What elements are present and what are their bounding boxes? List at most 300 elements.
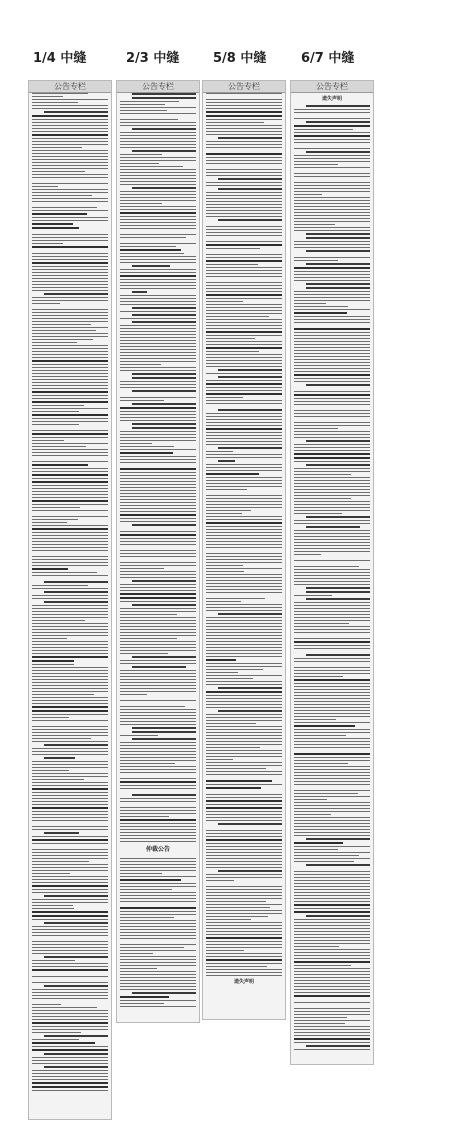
text-line <box>120 234 196 235</box>
text-line <box>32 494 108 495</box>
text-line <box>206 541 282 542</box>
text-line <box>294 1008 370 1009</box>
text-line <box>206 867 282 868</box>
text-line <box>32 694 94 695</box>
text-line <box>32 485 108 486</box>
text-line <box>206 201 282 202</box>
text-line <box>120 343 196 344</box>
text-line <box>206 435 282 436</box>
text-line <box>32 562 108 563</box>
text-line <box>120 411 196 412</box>
text-line <box>206 950 244 951</box>
text-line <box>206 387 282 388</box>
text-line <box>32 929 108 930</box>
text-line <box>120 879 181 881</box>
text-line <box>206 307 282 308</box>
text-line <box>206 504 282 505</box>
text-line <box>32 275 108 276</box>
text-line <box>306 526 360 528</box>
text-line <box>32 598 108 599</box>
text-line <box>120 481 196 482</box>
text-line <box>120 715 196 716</box>
text-line <box>206 910 282 911</box>
text-line <box>120 301 196 302</box>
text-line <box>32 1026 108 1027</box>
text-line <box>32 720 108 721</box>
text-line <box>120 262 196 263</box>
text-line <box>32 336 108 337</box>
text-line <box>120 709 196 710</box>
text-line <box>206 707 282 708</box>
text-line <box>120 748 196 749</box>
text-line <box>120 417 196 418</box>
text-line <box>206 874 282 875</box>
text-line <box>218 710 282 712</box>
text-line <box>120 611 196 612</box>
text-line <box>294 158 370 159</box>
text-line <box>120 337 196 338</box>
text-line <box>120 914 196 915</box>
text-line <box>120 590 196 591</box>
text-line <box>32 414 108 416</box>
text-line <box>206 735 282 736</box>
text-line <box>218 687 282 689</box>
text-line <box>294 617 370 618</box>
text-line <box>32 312 108 313</box>
text-line <box>206 498 282 499</box>
text-line <box>294 943 370 944</box>
text-line <box>294 874 370 875</box>
text-line <box>32 899 108 900</box>
text-line <box>32 174 108 175</box>
text-line <box>206 432 282 433</box>
text-line <box>120 861 196 862</box>
text-line <box>120 798 196 799</box>
text-line <box>32 982 108 983</box>
text-line <box>32 309 108 310</box>
text-line <box>206 723 256 724</box>
text-line <box>206 319 282 320</box>
text-line <box>120 541 196 542</box>
text-line <box>32 804 108 805</box>
text-line <box>120 996 169 998</box>
text-line <box>120 587 196 588</box>
text-line <box>206 93 282 94</box>
text-line <box>120 968 157 969</box>
text-line <box>32 889 108 890</box>
text-line <box>120 923 196 924</box>
text-line <box>206 144 282 145</box>
text-line <box>206 765 282 766</box>
text-line <box>294 125 370 127</box>
text-line <box>294 109 370 110</box>
text-line <box>206 185 282 186</box>
text-line <box>32 779 84 780</box>
text-line <box>294 846 370 847</box>
text-line <box>294 1038 370 1040</box>
text-line <box>206 131 282 132</box>
text-line <box>206 182 282 183</box>
text-line <box>206 204 282 205</box>
text-line <box>294 722 370 723</box>
text-line <box>120 584 196 585</box>
text-line <box>132 93 196 95</box>
text-line <box>32 348 108 349</box>
text-line <box>120 673 196 674</box>
text-line <box>206 538 282 539</box>
text-line <box>206 397 243 398</box>
text-line <box>120 819 196 821</box>
text-line <box>120 397 196 398</box>
text-line <box>206 644 282 645</box>
text-line <box>294 645 370 646</box>
text-line <box>32 1057 108 1058</box>
text-line <box>120 889 172 890</box>
text-line <box>206 366 282 367</box>
text-line <box>294 829 370 830</box>
text-line <box>120 496 196 497</box>
text-line <box>32 1029 108 1030</box>
text-line <box>32 867 108 868</box>
text-line <box>294 849 338 850</box>
text-line <box>120 670 196 671</box>
text-line <box>206 843 282 844</box>
text-line <box>294 215 370 216</box>
text-line <box>32 1070 108 1071</box>
text-line <box>32 430 108 431</box>
text-line <box>294 670 370 671</box>
text-line <box>294 931 370 932</box>
notice-column-1-4 <box>28 80 112 1120</box>
text-line <box>206 592 282 593</box>
text-line <box>120 781 196 783</box>
text-line <box>294 164 338 165</box>
text-line <box>32 195 92 196</box>
text-line <box>120 367 196 368</box>
text-line <box>32 608 108 609</box>
text-line <box>32 741 108 742</box>
text-line <box>32 287 108 288</box>
text-line <box>294 679 370 681</box>
text-line <box>294 267 370 269</box>
text-line <box>120 518 196 519</box>
text-line <box>32 1049 108 1051</box>
text-line <box>32 826 108 827</box>
text-line <box>32 726 108 727</box>
text-line <box>120 641 196 642</box>
text-line <box>294 889 370 890</box>
text-line <box>32 360 108 362</box>
text-line <box>206 198 282 199</box>
text-line <box>206 691 282 693</box>
text-line <box>206 814 282 815</box>
text-line <box>120 191 196 192</box>
text-line <box>294 474 351 475</box>
text-line <box>32 703 108 704</box>
text-line <box>32 544 108 545</box>
text-line <box>32 950 108 951</box>
text-line <box>294 545 370 546</box>
text-line <box>206 669 263 670</box>
text-line <box>120 172 196 173</box>
text-line <box>294 741 370 742</box>
text-line <box>32 256 108 257</box>
text-line <box>294 980 370 981</box>
text-line <box>32 278 108 279</box>
text-line <box>32 855 108 856</box>
text-line <box>294 793 358 794</box>
text-line <box>32 354 108 355</box>
text-line <box>44 581 108 583</box>
text-line <box>132 265 170 267</box>
text-line <box>206 419 282 420</box>
text-line <box>294 306 348 307</box>
text-line <box>294 291 370 292</box>
text-line <box>32 198 108 199</box>
text-line <box>206 489 247 490</box>
text-line <box>32 788 108 790</box>
text-line <box>120 484 196 485</box>
text-line <box>294 995 370 997</box>
text-line <box>294 710 370 711</box>
text-line <box>294 365 370 366</box>
text-line <box>32 234 108 235</box>
text-line <box>206 480 282 481</box>
text-line <box>32 588 108 589</box>
text-line <box>32 811 108 812</box>
text-line <box>294 495 370 496</box>
text-line <box>206 895 282 896</box>
text-line <box>294 378 370 379</box>
text-line <box>32 892 108 893</box>
text-line <box>132 314 196 316</box>
text-line <box>306 121 370 123</box>
text-line <box>206 147 282 148</box>
text-line <box>294 757 370 758</box>
text-line <box>206 641 282 642</box>
text-line <box>32 186 58 187</box>
text-line <box>120 962 196 963</box>
text-line <box>294 453 370 455</box>
text-line <box>306 838 370 840</box>
text-line <box>294 1002 370 1003</box>
text-line <box>294 224 335 225</box>
text-line <box>120 502 196 503</box>
text-line <box>294 316 370 317</box>
text-line <box>206 562 282 563</box>
text-line <box>32 138 108 139</box>
text-line <box>120 935 196 936</box>
text-line <box>120 626 196 627</box>
text-line <box>206 513 242 514</box>
text-line <box>294 952 370 953</box>
text-line <box>206 947 282 948</box>
text-line <box>120 358 196 359</box>
text-line <box>32 902 108 903</box>
text-line <box>294 444 370 445</box>
text-line <box>120 635 196 636</box>
text-line <box>32 565 108 566</box>
text-line <box>206 956 282 957</box>
text-line <box>120 801 196 802</box>
text-line <box>294 763 348 764</box>
text-line <box>120 721 196 722</box>
text-line <box>206 226 282 227</box>
text-line <box>206 477 282 478</box>
text-line <box>120 947 184 948</box>
text-line <box>206 787 261 789</box>
notice-column-2-3 <box>116 80 200 1023</box>
text-line <box>32 792 108 793</box>
text-line <box>294 560 370 561</box>
text-line <box>206 738 282 739</box>
text-line <box>32 452 108 453</box>
text-line <box>294 977 370 978</box>
text-line <box>294 437 370 438</box>
text-line <box>120 788 196 789</box>
text-line <box>206 839 282 841</box>
text-line <box>294 683 370 684</box>
text-line <box>120 623 196 624</box>
text-line <box>132 307 196 309</box>
text-line <box>206 322 282 323</box>
text-line <box>294 842 343 844</box>
text-line <box>206 836 282 837</box>
text-line <box>120 288 196 289</box>
text-line <box>206 108 282 109</box>
text-line <box>206 457 282 458</box>
text-line <box>32 664 74 665</box>
text-line <box>32 474 108 476</box>
text-line <box>32 1060 108 1061</box>
text-line <box>206 937 282 939</box>
text-line <box>306 283 370 285</box>
text-line <box>294 347 370 348</box>
text-line <box>206 830 282 831</box>
column-label-1-4: 1/4 中缝 <box>33 51 87 66</box>
text-line <box>120 870 196 871</box>
text-line <box>32 572 97 573</box>
text-line <box>32 876 108 877</box>
text-line <box>294 350 370 351</box>
text-line <box>32 1046 108 1047</box>
text-line <box>32 507 80 508</box>
text-line <box>294 398 370 399</box>
text-line <box>294 629 370 630</box>
text-line <box>294 911 370 913</box>
text-line <box>132 373 196 375</box>
text-line <box>206 294 282 296</box>
text-line <box>206 580 282 581</box>
text-line <box>294 769 370 770</box>
text-line <box>294 413 370 414</box>
text-line <box>120 892 196 893</box>
text-line <box>120 807 196 808</box>
text-line <box>206 282 282 283</box>
text-line <box>32 605 108 606</box>
text-line <box>120 119 178 120</box>
text-line <box>120 608 196 609</box>
text-line <box>294 572 370 573</box>
text-line <box>294 135 370 137</box>
text-line <box>120 841 196 842</box>
text-line <box>132 524 196 526</box>
text-line <box>32 1063 108 1064</box>
text-line <box>294 796 370 797</box>
text-line <box>206 678 253 679</box>
text-line <box>206 726 282 727</box>
text-line <box>294 614 370 615</box>
text-line <box>306 864 370 866</box>
text-line <box>294 886 370 887</box>
text-line <box>306 233 370 235</box>
text-line <box>32 528 108 530</box>
text-line <box>294 507 370 508</box>
text-line <box>32 223 73 225</box>
text-line <box>294 362 370 363</box>
text-line <box>132 604 196 606</box>
text-line <box>206 574 282 575</box>
text-line <box>294 203 370 204</box>
text-line <box>120 508 196 509</box>
text-line <box>32 1016 108 1017</box>
text-line <box>32 632 108 633</box>
text-line <box>32 885 108 887</box>
text-line <box>32 330 96 331</box>
text-line <box>294 971 370 972</box>
text-line <box>306 598 370 600</box>
text-line <box>32 905 73 906</box>
text-line <box>32 879 108 880</box>
text-line <box>32 370 108 371</box>
column-label-5-8: 5/8 中缝 <box>213 51 267 66</box>
text-line <box>294 673 370 674</box>
text-line <box>206 653 282 654</box>
text-line <box>206 216 282 217</box>
text-line <box>120 175 196 176</box>
text-line <box>294 623 349 624</box>
text-line <box>44 1066 108 1068</box>
text-line <box>206 656 282 657</box>
text-line <box>32 272 108 273</box>
text-line <box>120 487 196 488</box>
text-line <box>44 832 79 834</box>
text-line <box>32 585 88 586</box>
text-line <box>32 653 108 654</box>
text-line <box>120 334 196 335</box>
text-line <box>294 735 346 736</box>
text-line <box>120 810 196 811</box>
text-line <box>32 1042 95 1044</box>
text-line <box>32 379 108 380</box>
text-line <box>294 861 354 862</box>
text-line <box>306 263 370 265</box>
text-line <box>206 849 282 850</box>
text-line <box>120 101 179 102</box>
text-line <box>32 266 108 267</box>
text-line <box>218 188 282 190</box>
text-line <box>294 280 370 281</box>
text-line <box>32 700 108 701</box>
text-line <box>32 201 108 202</box>
text-line <box>32 342 77 343</box>
text-line <box>120 574 196 575</box>
text-line <box>294 772 370 773</box>
text-line <box>32 717 69 718</box>
text-line <box>32 1039 79 1040</box>
text-line <box>294 974 370 975</box>
text-line <box>294 182 370 183</box>
